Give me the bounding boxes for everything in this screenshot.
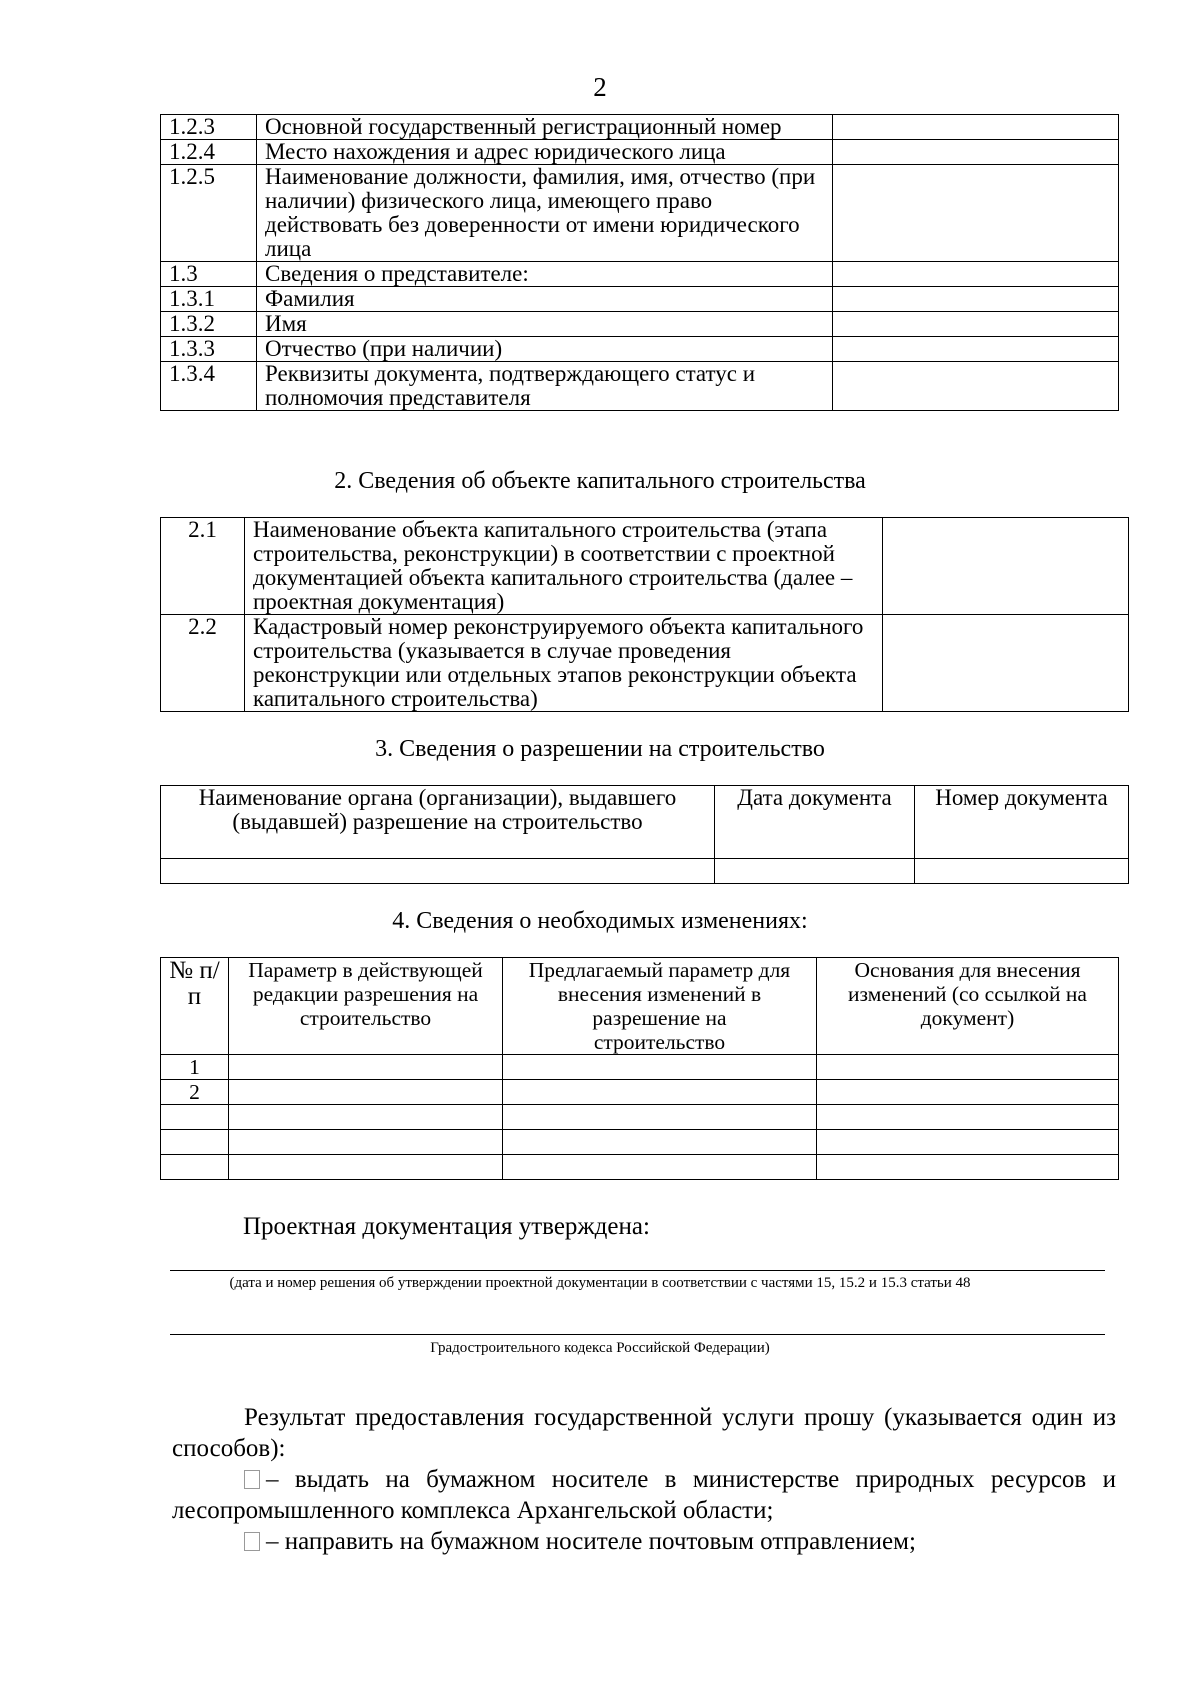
row-number: 1.3 — [161, 262, 257, 287]
row-number: 2.1 — [161, 518, 245, 615]
value-cell[interactable] — [503, 1080, 817, 1105]
table-row — [161, 312, 1119, 337]
row-number: 2 — [161, 1080, 229, 1105]
table-row — [161, 362, 1119, 411]
column-header: Номер документа — [915, 786, 1129, 859]
applicant-table — [160, 114, 1119, 411]
column-header: Параметр в действующей редакции разрешения на строительство — [229, 958, 503, 1055]
table-row — [161, 1105, 1119, 1130]
result-option-1 — [172, 1464, 1116, 1526]
table-row — [161, 1130, 1119, 1155]
value-cell[interactable] — [833, 140, 1119, 165]
table-row — [161, 518, 1129, 615]
table-row — [161, 615, 1129, 712]
table-row — [161, 1155, 1119, 1180]
value-cell[interactable] — [833, 362, 1119, 411]
table-row — [161, 337, 1119, 362]
column-header: Наименование органа (организации), выдавшего (выдавшей) разрешение на строительство — [161, 786, 715, 859]
column-header: Дата документа — [715, 786, 915, 859]
result-option-2-text: – направить на бумажном носителе почтовым отправлением; — [266, 1528, 916, 1555]
table-row — [161, 262, 1119, 287]
project-doc-note-1: (дата и номер решения об утверждении проектной документации в соответствии с частями 15, 15.2 и 15.3 статьи 48 — [229, 1275, 971, 1291]
row-label: Место нахождения и адрес юридического лица — [257, 140, 833, 165]
table-row — [161, 140, 1119, 165]
value-cell[interactable] — [833, 337, 1119, 362]
permit-table — [160, 785, 1129, 884]
section-3-heading: 3. Сведения о разрешении на строительство — [375, 736, 825, 762]
value-cell[interactable] — [883, 615, 1129, 712]
value-cell[interactable] — [715, 859, 915, 884]
value-cell[interactable] — [833, 312, 1119, 337]
checkbox[interactable] — [244, 1532, 260, 1551]
row-number: 1.2.4 — [161, 140, 257, 165]
value-cell[interactable] — [833, 262, 1119, 287]
row-number: 1.2.3 — [161, 115, 257, 140]
value-cell[interactable] — [229, 1130, 503, 1155]
row-label: Наименование объекта капитального строительства (этапа строительства, реконструкции) в соответствии с проектной документацией объекта капитального строительства (далее – проектная документация) — [245, 518, 883, 615]
row-number: 1.2.5 — [161, 165, 257, 262]
value-cell[interactable] — [817, 1055, 1119, 1080]
value-cell[interactable] — [883, 518, 1129, 615]
row-label: Фамилия — [257, 287, 833, 312]
value-cell[interactable] — [817, 1130, 1119, 1155]
row-label: Наименование должности, фамилия, имя, отчество (при наличии) физического лица, имеющего право действовать без доверенности от имени юридического лица — [257, 165, 833, 262]
value-cell[interactable] — [229, 1055, 503, 1080]
value-cell[interactable] — [833, 165, 1119, 262]
column-header: Предлагаемый параметр для внесения изменений в разрешение на строительство — [503, 958, 817, 1055]
table-header-row — [161, 786, 1129, 859]
row-number — [161, 1130, 229, 1155]
value-cell[interactable] — [503, 1055, 817, 1080]
column-header: № п/п — [161, 958, 229, 1055]
section-2-heading: 2. Сведения об объекте капитального строительства — [334, 468, 866, 494]
value-cell[interactable] — [161, 859, 715, 884]
table-row — [161, 287, 1119, 312]
value-cell[interactable] — [229, 1105, 503, 1130]
project-doc-note-2: Градостроительного кодекса Российской Федерации) — [430, 1340, 770, 1356]
row-label: Имя — [257, 312, 833, 337]
row-number: 1 — [161, 1055, 229, 1080]
signature-line[interactable] — [170, 1270, 1105, 1271]
value-cell[interactable] — [503, 1105, 817, 1130]
row-label: Кадастровый номер реконструируемого объекта капитального строительства (указывается в случае проведения реконструкции или отдельных этапов реконструкции объекта капитального строительства) — [245, 615, 883, 712]
row-label: Сведения о представителе: — [257, 262, 833, 287]
value-cell[interactable] — [817, 1105, 1119, 1130]
table-row — [161, 1055, 1119, 1080]
row-label: Основной государственный регистрационный номер — [257, 115, 833, 140]
table-row — [161, 1080, 1119, 1105]
value-cell[interactable] — [229, 1155, 503, 1180]
value-cell[interactable] — [229, 1080, 503, 1105]
row-number — [161, 1155, 229, 1180]
row-label: Отчество (при наличии) — [257, 337, 833, 362]
table-header-row — [161, 958, 1119, 1055]
value-cell[interactable] — [915, 859, 1129, 884]
column-header: Основания для внесения изменений (со ссылкой на документ) — [817, 958, 1119, 1055]
value-cell[interactable] — [503, 1155, 817, 1180]
result-intro: Результат предоставления государственной услуги прошу (указывается один из способов): — [172, 1404, 1116, 1462]
checkbox[interactable] — [244, 1470, 260, 1489]
result-option-2 — [172, 1526, 1116, 1557]
row-number: 1.3.2 — [161, 312, 257, 337]
table-row — [161, 115, 1119, 140]
row-number: 1.3.4 — [161, 362, 257, 411]
value-cell[interactable] — [833, 115, 1119, 140]
table-row — [161, 859, 1129, 884]
page-number: 2 — [593, 72, 607, 102]
row-label: Реквизиты документа, подтверждающего статус и полномочия представителя — [257, 362, 833, 411]
row-number: 1.3.3 — [161, 337, 257, 362]
value-cell[interactable] — [833, 287, 1119, 312]
result-option-1-text: – выдать на бумажном носителе в министерстве природных ресурсов и лесопромышленного комплекса Архангельской области; — [172, 1466, 1116, 1524]
section-4-heading: 4. Сведения о необходимых изменениях: — [392, 908, 808, 934]
object-table — [160, 517, 1129, 712]
value-cell[interactable] — [817, 1155, 1119, 1180]
project-doc-label: Проектная документация утверждена: — [243, 1213, 650, 1240]
row-number: 1.3.1 — [161, 287, 257, 312]
value-cell[interactable] — [817, 1080, 1119, 1105]
row-number — [161, 1105, 229, 1130]
value-cell[interactable] — [503, 1130, 817, 1155]
table-row — [161, 165, 1119, 262]
row-number: 2.2 — [161, 615, 245, 712]
signature-line[interactable] — [170, 1334, 1105, 1335]
changes-table — [160, 957, 1119, 1180]
